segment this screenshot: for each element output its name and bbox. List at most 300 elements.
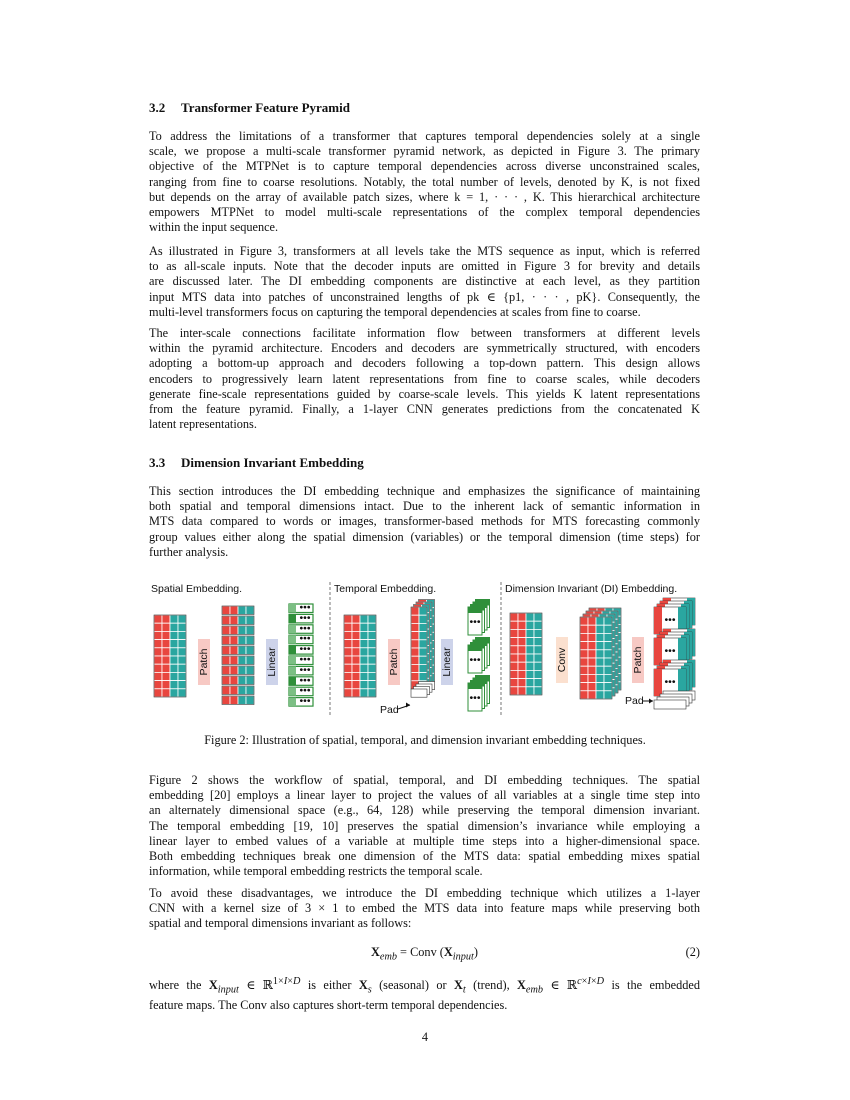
di-input-cell	[518, 662, 526, 670]
temporal-input-cell	[368, 681, 376, 689]
arrow-head	[649, 699, 653, 704]
di-feature-cell	[588, 650, 596, 658]
temporal-input-cell	[344, 648, 352, 656]
di-input-cell	[518, 621, 526, 629]
temporal-input-cell	[344, 681, 352, 689]
spatial-token-fill	[289, 698, 296, 707]
spatial-patch-cell	[246, 636, 254, 645]
text-line: within the pyramid architecture. Encoders and decoders are symmetrically structured, with encoders	[149, 341, 700, 356]
text-line: adopting a bottom-up approach and decoders following a top-down pattern. This design allows	[149, 356, 700, 371]
spatial-token-fill	[289, 604, 296, 613]
di-feature-cell	[580, 658, 588, 666]
text-line: To address the limitations of a transformer that captures temporal dependencies solely at a single	[149, 129, 700, 143]
di-input-cell	[518, 687, 526, 695]
di-feature-cell	[580, 666, 588, 674]
spatial-patch-cell	[246, 616, 254, 625]
spatial-patch-cell	[222, 616, 230, 625]
di-input-cell	[510, 629, 518, 637]
temporal-input-cell	[360, 615, 368, 623]
di-input-cell	[526, 629, 534, 637]
spatial-input-cell	[170, 640, 178, 648]
spatial-patch-cell	[238, 636, 246, 645]
spatial-input-cell	[162, 623, 170, 631]
paragraph-pyramid-intro	[149, 129, 700, 235]
di-feature-cell	[596, 625, 604, 633]
spatial-input-cell	[162, 631, 170, 639]
panel-title-temporal: Temporal Embedding.	[334, 583, 437, 595]
spatial-patch-cell	[246, 646, 254, 655]
text-line: empowers MTPNet to model multi-scale representations of the complex temporal dependencies	[149, 205, 700, 220]
spatial-patch-cell	[238, 626, 246, 635]
temporal-patch-cell	[419, 607, 427, 615]
panel-title-spatial: Spatial Embedding.	[151, 583, 243, 595]
text-line: Both embedding techniques break one dimension of the MTS data: spatial embedding mixes spatial	[149, 849, 700, 864]
di-input-cell	[510, 638, 518, 646]
text-line: input MTS data into patches of unconstrained lengths of pk ∈ {p1, · · · , pK}. Consequently, the	[149, 289, 700, 304]
equation-number: (2)	[685, 945, 700, 959]
temporal-input-cell	[352, 615, 360, 623]
text-line: within the input sequence.	[149, 220, 279, 235]
spatial-patch-cell	[230, 666, 238, 675]
spatial-input-cell	[162, 648, 170, 656]
temporal-input-cell	[352, 648, 360, 656]
spatial-patch-cell	[238, 666, 246, 675]
temporal-input-cell	[368, 664, 376, 672]
text-line: To avoid these disadvantages, we introduce the DI embedding technique which utilizes a 1-layer	[149, 886, 700, 900]
temporal-input-cell	[360, 640, 368, 648]
di-feature-cell	[580, 617, 588, 625]
text-line: MTS data compared to words or images, transformer-based methods for MTS forecasting commonly	[149, 514, 700, 529]
temporal-input-cell	[352, 664, 360, 672]
paragraph-di-intro	[149, 484, 700, 560]
di-patch-dots: •••	[664, 614, 676, 626]
spatial-token-fill	[289, 666, 296, 675]
spatial-token-fill	[289, 656, 296, 665]
spatial-token-fill	[289, 687, 296, 696]
spatial-patch-cell	[246, 696, 254, 705]
text-line: Figure 2 shows the workflow of spatial, temporal, and DI embedding techniques. The spatial	[149, 773, 700, 787]
di-input-cell	[510, 654, 518, 662]
di-feature-cell	[588, 683, 596, 691]
spatial-input-cell	[170, 664, 178, 672]
di-input-cell	[526, 687, 534, 695]
spatial-input-cell	[162, 656, 170, 664]
di-input-cell	[526, 646, 534, 654]
temporal-patch-cell	[411, 664, 419, 672]
spatial-token-dots: •••	[299, 674, 311, 687]
di-feature-cell	[604, 617, 612, 625]
spatial-input-cell	[178, 631, 186, 639]
text-line: scale, we propose a multi-scale transformer pyramid network, as depicted in Figure 3. The primary	[149, 144, 700, 159]
spatial-input-cell	[154, 656, 162, 664]
spatial-patch-cell	[230, 696, 238, 705]
di-input-cell	[534, 670, 542, 678]
text-line: generate fine-scale representations guided by coarse-scale levels. This yields K latent representations	[149, 386, 700, 401]
spatial-patch-cell	[246, 686, 254, 695]
spatial-patch-cell	[238, 676, 246, 685]
temporal-input-cell	[360, 623, 368, 631]
spatial-patch-cell	[246, 666, 254, 675]
spatial-patch-cell	[222, 646, 230, 655]
temporal-patch-cell	[411, 640, 419, 648]
di-feature-cell	[604, 633, 612, 641]
di-feature-cell	[604, 666, 612, 674]
di-input-cell	[518, 629, 526, 637]
temporal-input-cell	[344, 631, 352, 639]
temporal-input-cell	[344, 689, 352, 697]
spatial-input-cell	[178, 689, 186, 697]
temporal-input-cell	[360, 664, 368, 672]
temporal-input-cell	[344, 615, 352, 623]
spatial-input-cell	[178, 672, 186, 680]
temporal-input-cell	[360, 689, 368, 697]
spatial-patch-cell	[222, 656, 230, 665]
di-input-cell	[526, 621, 534, 629]
temporal-input-cell	[344, 623, 352, 631]
spatial-patch-cell	[222, 626, 230, 635]
temporal-input-cell	[368, 623, 376, 631]
di-input-cell	[534, 621, 542, 629]
di-input-cell	[534, 654, 542, 662]
spatial-input-cell	[162, 689, 170, 697]
section-heading-3-2: 3.2 Transformer Feature Pyramid	[149, 100, 350, 115]
temporal-patch-cell	[419, 648, 427, 656]
embedding-figure	[148, 577, 704, 722]
temporal-input-cell	[352, 656, 360, 664]
temporal-input-cell	[344, 664, 352, 672]
temporal-linear-op-label: Linear	[440, 647, 453, 677]
temporal-input-cell	[344, 640, 352, 648]
temporal-token-dots: •••	[469, 616, 481, 628]
spatial-input-cell	[162, 615, 170, 623]
di-input-cell	[534, 662, 542, 670]
di-feature-cell	[596, 691, 604, 699]
spatial-input-cell	[154, 615, 162, 623]
spatial-input-cell	[178, 656, 186, 664]
di-pad-cell	[654, 700, 686, 709]
spatial-token-fill	[289, 625, 296, 634]
spatial-token-fill	[289, 614, 296, 623]
spatial-input-cell	[154, 640, 162, 648]
di-input-cell	[510, 646, 518, 654]
spatial-token-dots: •••	[299, 663, 311, 676]
spatial-input-cell	[170, 672, 178, 680]
temporal-input-cell	[352, 689, 360, 697]
di-feature-cell	[588, 642, 596, 650]
temporal-patch-cell	[419, 615, 427, 623]
di-input-cell	[526, 654, 534, 662]
spatial-patch-cell	[230, 646, 238, 655]
spatial-patch-cell	[222, 636, 230, 645]
temporal-input-cell	[344, 672, 352, 680]
temporal-input-cell	[360, 656, 368, 664]
spatial-token-dots: •••	[299, 601, 311, 614]
di-feature-cell	[604, 691, 612, 699]
di-input-cell	[510, 679, 518, 687]
spatial-input-cell	[178, 648, 186, 656]
di-feature-cell	[596, 633, 604, 641]
temporal-pad-cell	[411, 689, 427, 697]
temporal-patch-cell	[411, 632, 419, 640]
spatial-patch-cell	[222, 676, 230, 685]
paragraph-di-technique	[149, 886, 700, 932]
spatial-patch-cell	[230, 676, 238, 685]
temporal-token-dots: •••	[469, 654, 481, 666]
section-heading-3-3: 3.3 Dimension Invariant Embedding	[149, 455, 364, 470]
text-line: latent representations.	[149, 417, 257, 432]
spatial-patch-cell	[246, 606, 254, 615]
spatial-input-cell	[170, 681, 178, 689]
text-line: both spatial and temporal dimensions intact. Due to the inherent lack of semantic information in	[149, 499, 700, 514]
spatial-patch-cell	[246, 656, 254, 665]
text-line: to as all-scale inputs. Note that the decoder inputs are omitted in Figure 3 for brevity and details	[149, 259, 700, 274]
di-input-cell	[510, 662, 518, 670]
text-line: This section introduces the DI embedding technique and emphasizes the significance of maintaining	[149, 484, 700, 498]
di-feature-cell	[588, 633, 596, 641]
paragraph-all-scale-inputs	[149, 244, 700, 320]
di-input-cell	[518, 638, 526, 646]
spatial-token-dots: •••	[299, 653, 311, 666]
di-input-cell	[526, 670, 534, 678]
spatial-input-cell	[178, 664, 186, 672]
text-line: but depends on the array of available patch sizes, where k = 1, · · · , K. This hierarchical architecture	[149, 189, 700, 204]
spatial-patch-cell	[230, 616, 238, 625]
panel-title-di: Dimension Invariant (DI) Embedding.	[505, 583, 678, 595]
temporal-input-cell	[352, 623, 360, 631]
spatial-patch-cell	[222, 696, 230, 705]
di-input-cell	[518, 679, 526, 687]
spatial-patch-cell	[222, 666, 230, 675]
spatial-token-dots: •••	[299, 632, 311, 645]
di-input-cell	[518, 654, 526, 662]
di-feature-cell	[588, 658, 596, 666]
di-feature-cell	[588, 691, 596, 699]
di-input-cell	[534, 613, 542, 621]
di-patch-dots: •••	[664, 676, 676, 688]
temporal-patch-cell	[419, 673, 427, 681]
text-line: The temporal embedding [19, 10] preserves the spatial dimension’s invariance while employing a	[149, 818, 700, 833]
di-input-cell	[510, 613, 518, 621]
spatial-patch-cell	[238, 696, 246, 705]
spatial-patch-cell	[222, 686, 230, 695]
temporal-patch-cell	[411, 615, 419, 623]
spatial-input-cell	[154, 623, 162, 631]
di-input-cell	[526, 679, 534, 687]
di-feature-cell	[588, 674, 596, 682]
spatial-patch-op-label: Patch	[197, 648, 210, 676]
equation-body: $X_{emb}$ = Conv $(X_{input})$	[371, 945, 478, 963]
text-line: ranging from fine to coarse resolutions. Notably, the total number of levels, denoted by K, is not fixed	[149, 174, 700, 189]
text-line: are discussed later. The DI embedding components are distinctive at each level, as they partition	[149, 274, 700, 289]
text-line: from the feature pyramid. Finally, a 1-layer CNN generates predictions from the concatenated K	[149, 402, 700, 417]
di-feature-cell	[604, 642, 612, 650]
temporal-input-cell	[360, 648, 368, 656]
di-feature-cell	[588, 666, 596, 674]
spatial-patch-cell	[230, 686, 238, 695]
temporal-input-cell	[368, 656, 376, 664]
di-input-cell	[534, 679, 542, 687]
di-input-cell	[526, 638, 534, 646]
text-line: spatial and temporal dimensions invariant as follows:	[149, 916, 412, 931]
di-feature-cell	[596, 674, 604, 682]
di-input-cell	[518, 646, 526, 654]
di-patch-dots: •••	[664, 645, 676, 657]
di-feature-cell	[588, 625, 596, 633]
di-input-cell	[518, 670, 526, 678]
spatial-token-fill	[289, 677, 296, 686]
temporal-token-fill	[468, 645, 482, 651]
spatial-input-cell	[154, 672, 162, 680]
di-input-cell	[510, 621, 518, 629]
text-line: encoders to progressively learn latent representations from fine to coarse scales, while decoders	[149, 371, 700, 386]
temporal-patch-cell	[411, 656, 419, 664]
di-feature-cell	[580, 650, 588, 658]
text-line: linear layer to embed values of a variable at multiple time steps into a higher-dimensional space.	[149, 833, 700, 848]
di-patch-op-label: Patch	[631, 646, 644, 674]
di-patch-red	[654, 638, 662, 665]
spatial-input-cell	[178, 640, 186, 648]
di-feature-cell	[580, 625, 588, 633]
temporal-patch-cell	[419, 623, 427, 631]
di-patch-red	[654, 669, 662, 696]
spatial-token-dots: •••	[299, 643, 311, 656]
di-conv-op-label: Conv	[555, 647, 568, 673]
temporal-input-cell	[368, 631, 376, 639]
temporal-input-cell	[352, 631, 360, 639]
page-number: 4	[421, 1030, 429, 1044]
spatial-input-cell	[154, 689, 162, 697]
spatial-patch-cell	[246, 626, 254, 635]
temporal-input-cell	[352, 681, 360, 689]
di-input-cell	[534, 646, 542, 654]
paragraph-workflow	[149, 773, 700, 879]
paragraph-definitions: where the $X_{input}$ ∈ ℝ$^{1\times I\times D}$ is either $X_s$ (seasonal) or $X_t$ (trend), $X_{emb}$ ∈ ℝ$^{c\times I\times D}$ is the embedded feature maps. The Conv also captures short-term temporal dependencies.	[149, 976, 700, 1012]
spatial-input-cell	[154, 648, 162, 656]
temporal-input-cell	[368, 640, 376, 648]
text-line: information, while temporal embedding restricts the temporal scale.	[149, 864, 483, 879]
spatial-token-fill	[289, 646, 296, 655]
spatial-input-cell	[170, 631, 178, 639]
temporal-patch-op-label: Patch	[387, 648, 400, 676]
di-input-cell	[518, 613, 526, 621]
spatial-input-cell	[178, 615, 186, 623]
temporal-pad-label: Pad	[380, 704, 399, 716]
di-feature-cell	[604, 658, 612, 666]
di-feature-cell	[604, 683, 612, 691]
spatial-token-fill	[289, 635, 296, 644]
di-feature-cell	[588, 617, 596, 625]
temporal-input-cell	[368, 615, 376, 623]
spatial-input-cell	[162, 681, 170, 689]
spatial-input-cell	[170, 623, 178, 631]
temporal-patch-cell	[419, 640, 427, 648]
spatial-input-cell	[162, 672, 170, 680]
temporal-input-cell	[352, 640, 360, 648]
text-line: CNN with a kernel size of 3 × 1 to embed the MTS data into feature maps while preserving both	[149, 901, 700, 916]
di-feature-cell	[596, 650, 604, 658]
text-line: group values either along the spatial dimension (variables) or the temporal dimension (time steps) for	[149, 529, 700, 544]
di-input-cell	[534, 629, 542, 637]
di-feature-cell	[604, 674, 612, 682]
spatial-patch-cell	[230, 626, 238, 635]
temporal-token-dots: •••	[469, 692, 481, 704]
di-input-cell	[510, 670, 518, 678]
di-feature-cell	[604, 650, 612, 658]
temporal-patch-cell	[419, 664, 427, 672]
temporal-patch-cell	[419, 632, 427, 640]
spatial-token-dots: •••	[299, 611, 311, 624]
temporal-patch-cell	[411, 648, 419, 656]
temporal-input-cell	[352, 672, 360, 680]
spatial-input-cell	[170, 615, 178, 623]
spatial-patch-cell	[230, 606, 238, 615]
spatial-patch-cell	[238, 686, 246, 695]
spatial-token-dots: •••	[299, 684, 311, 697]
temporal-patch-cell	[411, 673, 419, 681]
di-feature-cell	[596, 642, 604, 650]
spatial-token-dots: •••	[299, 695, 311, 708]
spatial-input-cell	[170, 648, 178, 656]
text-line: objective of the MTPNet is to capture temporal dependencies across diverse unconstrained scales,	[149, 159, 700, 174]
text-line: The inter-scale connections facilitate information flow between transformers at different levels	[149, 326, 700, 340]
spatial-token-dots: •••	[299, 622, 311, 635]
di-feature-cell	[596, 666, 604, 674]
di-feature-cell	[596, 658, 604, 666]
spatial-linear-op-label: Linear	[265, 647, 278, 677]
paragraph-inter-scale	[149, 326, 700, 432]
temporal-input-cell	[368, 672, 376, 680]
temporal-token-fill	[468, 607, 482, 613]
figure-caption: Figure 2: Illustration of spatial, temporal, and dimension invariant embedding techniques.	[204, 733, 646, 747]
di-feature-cell	[580, 683, 588, 691]
text-line: embedding [20] employs a linear layer to project the values of all variables at a single time step into	[149, 788, 700, 803]
di-input-cell	[534, 687, 542, 695]
di-input-cell	[526, 613, 534, 621]
spatial-input-cell	[170, 689, 178, 697]
arrow-head	[406, 703, 410, 708]
spatial-patch-cell	[238, 646, 246, 655]
di-feature-cell	[580, 642, 588, 650]
di-feature-cell	[596, 683, 604, 691]
temporal-input-cell	[360, 631, 368, 639]
spatial-input-cell	[178, 681, 186, 689]
temporal-patch-cell	[419, 656, 427, 664]
temporal-input-cell	[344, 656, 352, 664]
spatial-input-cell	[162, 664, 170, 672]
temporal-input-cell	[360, 672, 368, 680]
temporal-input-cell	[360, 681, 368, 689]
text-line: an alternately dimensional space (e.g., 64, 128) while preserving the temporal dimension invariant.	[149, 803, 700, 818]
spatial-patch-cell	[230, 636, 238, 645]
spatial-input-cell	[170, 656, 178, 664]
di-feature-cell	[604, 625, 612, 633]
temporal-input-cell	[368, 648, 376, 656]
temporal-token-fill	[468, 683, 482, 689]
spatial-patch-cell	[238, 616, 246, 625]
di-input-cell	[526, 662, 534, 670]
di-feature-cell	[580, 674, 588, 682]
spatial-input-cell	[178, 623, 186, 631]
di-input-cell	[510, 687, 518, 695]
temporal-input-cell	[368, 689, 376, 697]
spatial-patch-cell	[238, 656, 246, 665]
spatial-input-cell	[162, 640, 170, 648]
di-input-cell	[534, 638, 542, 646]
text-line: further analysis.	[149, 544, 229, 559]
spatial-patch-cell	[238, 606, 246, 615]
spatial-input-cell	[154, 631, 162, 639]
di-feature-cell	[580, 691, 588, 699]
